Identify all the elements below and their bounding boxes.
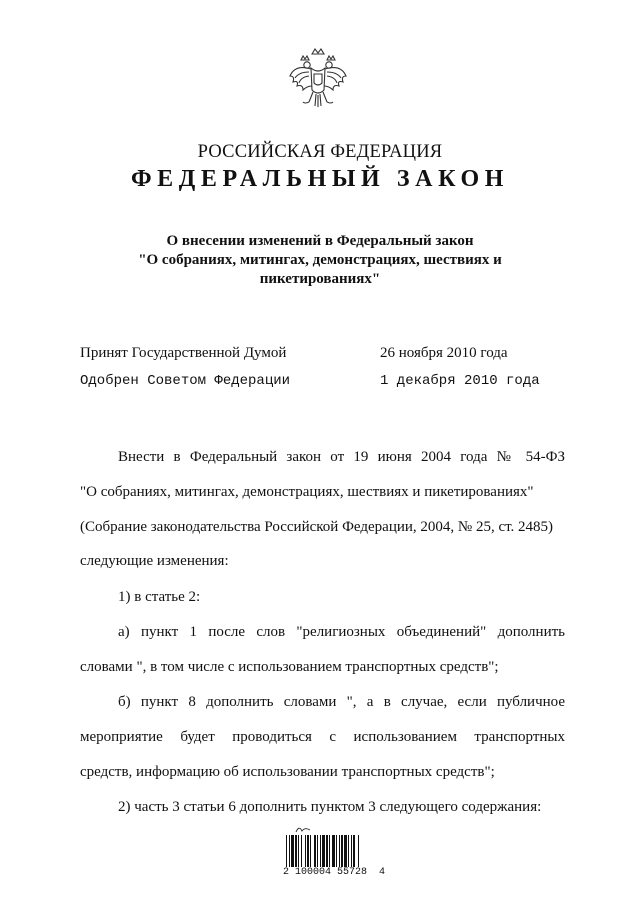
- council-approval-label: Одобрен Советом Федерации: [80, 373, 291, 389]
- barcode-bar: [329, 835, 330, 867]
- duma-adoption-date: 26 ноября 2010 года: [380, 345, 508, 361]
- barcode-bar: [358, 835, 359, 867]
- duma-adoption-label: Принят Государственной Думой: [80, 345, 287, 361]
- barcode-bar: [332, 835, 335, 867]
- barcode-bar: [339, 835, 340, 867]
- country-heading: РОССИЙСКАЯ ФЕДЕРАЦИЯ: [197, 142, 443, 162]
- barcode-bar: [307, 835, 309, 867]
- council-approval-date: 1 декабря 2010 года: [380, 373, 540, 389]
- barcode-bar: [341, 835, 343, 867]
- body-paragraph-line: "О собраниях, митингах, демонстрациях, шествиях и пикетированиях": [80, 484, 534, 500]
- coat-of-arms-icon: [287, 46, 349, 112]
- barcode-bar: [348, 835, 349, 867]
- barcode-bar: [295, 835, 297, 867]
- barcode-bar: [310, 835, 311, 867]
- body-paragraph-line: Внести в Федеральный закон от 19 июня 2004 года № 54-ФЗ: [118, 449, 565, 465]
- barcode-bar: [298, 835, 299, 867]
- law-title: [100, 232, 540, 289]
- barcode-bar: [344, 835, 347, 867]
- barcode-bar: [353, 835, 355, 867]
- list-item: б) пункт 8 дополнить словами ", а в случае, если публичное: [118, 694, 565, 710]
- barcode-bar: [336, 835, 337, 867]
- barcode-bar: [301, 835, 302, 867]
- document-type-heading: ФЕДЕРАЛЬНЫЙ ЗАКОН: [130, 166, 510, 192]
- list-item-continuation: мероприятие будет проводиться с использованием транспортных: [80, 729, 565, 745]
- list-item: а) пункт 1 после слов "религиозных объединений" дополнить: [118, 624, 565, 640]
- barcode-signature-mark: [295, 825, 311, 835]
- body-paragraph-line: (Собрание законодательства Российской Федерации, 2004, № 25, ст. 2485): [80, 519, 554, 535]
- barcode-bar: [289, 835, 290, 867]
- barcode-bar: [320, 835, 321, 867]
- list-item: 2) часть 3 статьи 6 дополнить пунктом 3 следующего содержания:: [118, 799, 542, 815]
- barcode-bar: [322, 835, 325, 867]
- barcode-bar: [314, 835, 316, 867]
- body-paragraph-line: следующие изменения:: [80, 553, 229, 569]
- barcode-icon: [286, 835, 382, 867]
- barcode-bar: [305, 835, 306, 867]
- barcode-bar: [291, 835, 294, 867]
- list-item-continuation: словами ", в том числе с использованием транспортных средств";: [80, 659, 499, 675]
- barcode-bar: [351, 835, 352, 867]
- barcode-bar: [286, 835, 287, 867]
- list-item: 1) в статье 2:: [118, 589, 201, 605]
- barcode-bar: [317, 835, 318, 867]
- barcode-bar: [326, 835, 328, 867]
- law-title-line: пикетированиях": [259, 271, 381, 287]
- barcode-number: 2 100004 55728 4: [283, 867, 386, 878]
- law-title-line: "О собраниях, митингах, демонстрациях, шествиях и: [138, 252, 502, 268]
- law-title-line: О внесении изменений в Федеральный закон: [166, 233, 474, 249]
- list-item-continuation: средств, информацию об использовании транспортных средств";: [80, 764, 495, 780]
